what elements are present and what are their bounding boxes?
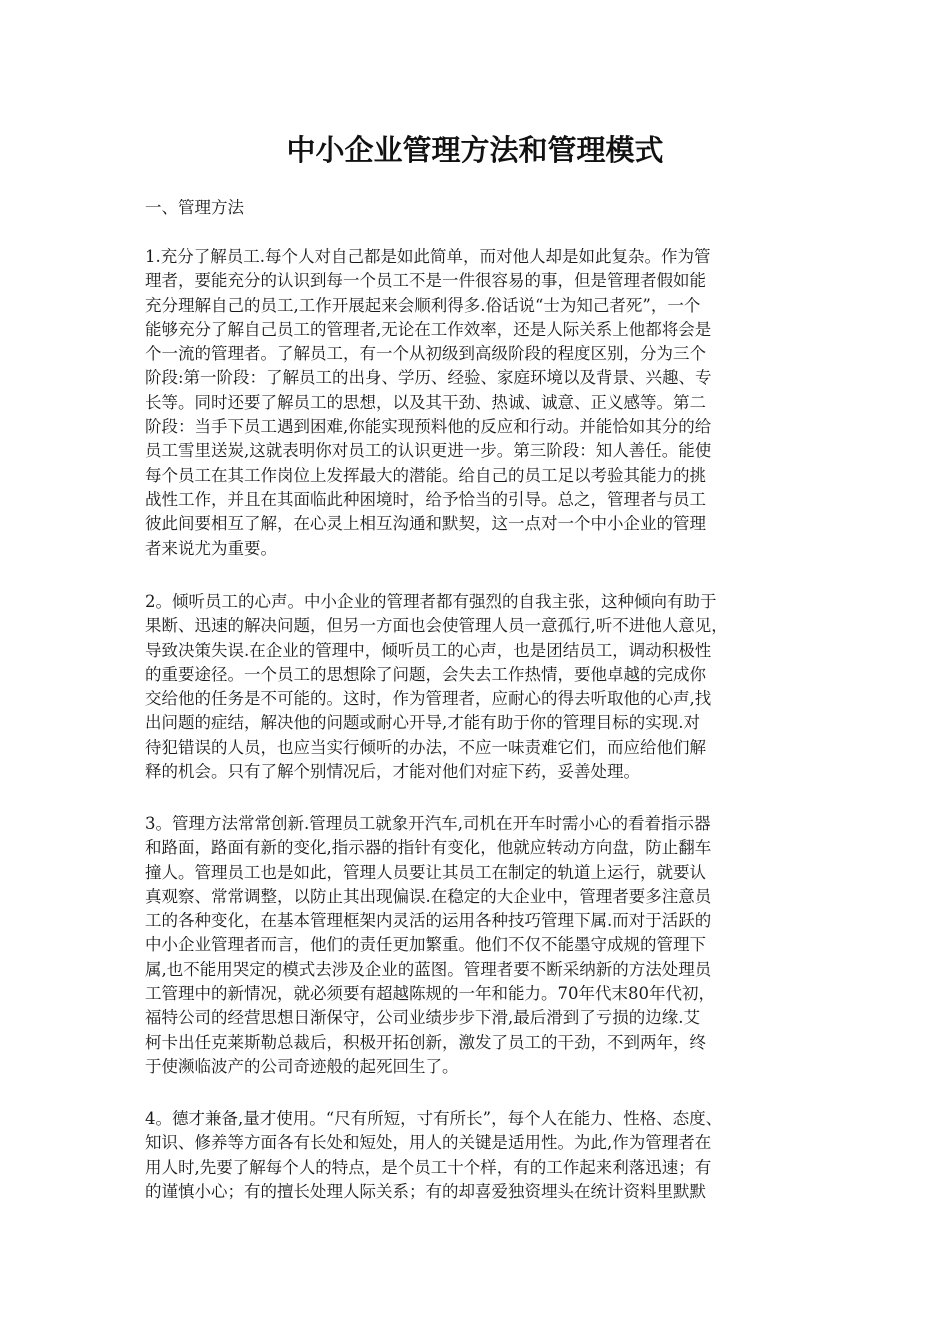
- paragraph-1: [145, 245, 815, 561]
- paragraph-3: [145, 812, 815, 1079]
- text-line: 个一流的管理者。了解员工，有一个从初级到高级阶段的程度区别，分为三个: [145, 344, 706, 364]
- text-line: 用人时,先要了解每个人的特点，是个员工十个样，有的工作起来利落迅速；有: [145, 1157, 712, 1177]
- text-line: 1.充分了解员工.每个人对自己都是如此简单，而对他人却是如此复杂。作为管: [145, 247, 711, 266]
- text-line: 能够充分了解自己员工的管理者,无论在工作效率，还是人际关系上他都将会是: [145, 319, 712, 339]
- text-line: 工的各种变化，在基本管理框架内灵活的运用各种技巧管理下属.而对于活跃的: [145, 911, 712, 931]
- text-line: 知识、修养等方面各有长处和短处，用人的关键是适用性。为此,作为管理者在: [145, 1133, 712, 1153]
- text-line: 长等。同时还要了解员工的思想，以及其干劲、热诚、诚意、正义感等。第二: [145, 392, 706, 412]
- text-line: 出问题的症结，解决他的问题或耐心开导,才能有助于你的管理目标的实现.对: [145, 713, 700, 733]
- text-line: 员工雪里送炭,这就表明你对员工的认识更进一步。第三阶段：知人善任。能使: [145, 441, 712, 461]
- text-line: 导致决策失误.在企业的管理中，倾听员工的心声，也是团结员工，调动积极性: [145, 640, 712, 660]
- page-title: 中小企业管理方法和管理模式: [286, 133, 664, 167]
- text-line: 4。德才兼备,量才使用。“尺有所短，寸有所长”，每个人在能力、性格、态度、: [145, 1109, 723, 1128]
- text-line: 中小企业管理者而言，他们的责任更加繁重。他们不仅不能墨守成规的管理下: [145, 935, 706, 955]
- text-line: 每个员工在其工作岗位上发挥最大的潜能。给自己的员工足以考验其能力的挑: [145, 465, 706, 485]
- text-line: 的谨慎小心；有的擅长处理人际关系；有的却喜爱独资埋头在统计资料里默默: [145, 1181, 706, 1201]
- text-line: 于使濒临波产的公司奇迹般的起死回生了。: [145, 1056, 459, 1076]
- section-heading: 一、管理方法: [145, 198, 244, 217]
- text-line: 柯卡出任克莱斯勒总裁后，积极开拓创新，激发了员工的干劲，不到两年，终: [145, 1032, 706, 1052]
- text-line: 3。管理方法常常创新.管理员工就象开汽车,司机在开车时需小心的看着指示器: [145, 814, 711, 833]
- text-line: 福特公司的经营思想日渐保守，公司业绩步步下滑,最后滑到了亏损的边缘.艾: [145, 1008, 700, 1028]
- text-line: 阶段：当手下员工遇到困难,你能实现预料他的反应和行动。并能恰如其分的给: [145, 417, 712, 437]
- text-line: 和路面，路面有新的变化,指示器的指针有变化，他就应转动方向盘，防止翻车: [145, 838, 712, 858]
- text-line: 2。倾听员工的心声。中小企业的管理者都有强烈的自我主张，这种倾向有助于: [145, 592, 717, 611]
- text-line: 撞人。管理员工也是如此，管理人员要让其员工在制定的轨道上运行，就要认: [145, 862, 706, 882]
- text-line: 的重要途径。一个员工的思想除了问题，会失去工作热情，要他卓越的完成你: [145, 664, 706, 684]
- text-line: 属,也不能用哭定的模式去涉及企业的蓝图。管理者要不断采纳新的方法处理员: [145, 959, 712, 979]
- text-line: 释的机会。只有了解个别情况后，才能对他们对症下药，妥善处理。: [145, 762, 640, 782]
- text-line: 战性工作，并且在其面临此种困境时，给予恰当的引导。总之，管理者与员工: [145, 489, 706, 509]
- text-line: 者来说尤为重要。: [145, 538, 277, 558]
- text-line: 工管理中的新情况，就必须要有超越陈规的一年和能力。70年代末80年代初，: [145, 984, 715, 1004]
- text-line: 理者，要能充分的认识到每一个员工不是一件很容易的事，但是管理者假如能: [145, 271, 706, 291]
- text-line: 充分理解自己的员工,工作开展起来会顺利得多.俗话说“士为知己者死”，一个: [145, 295, 701, 315]
- text-line: 果断、迅速的解决问题，但另一方面也会使管理人员一意孤行,听不进他人意见，: [145, 616, 728, 636]
- text-line: 交给他的任务是不可能的。这时，作为管理者，应耐心的得去听取他的心声,找: [145, 689, 712, 709]
- text-line: 真观察、常常调整，以防止其出现偏误.在稳定的大企业中，管理者要多注意员: [145, 886, 712, 906]
- text-line: 待犯错误的人员，也应当实行倾听的办法，不应一味责难它们，而应给他们解: [145, 737, 706, 757]
- text-line: 阶段:第一阶段：了解员工的出身、学历、经验、家庭环境以及背景、兴趣、专: [145, 368, 712, 388]
- paragraph-2: [145, 590, 815, 784]
- text-line: 彼此间要相互了解，在心灵上相互沟通和默契，这一点对一个中小企业的管理: [145, 514, 706, 534]
- paragraph-4: [145, 1107, 815, 1204]
